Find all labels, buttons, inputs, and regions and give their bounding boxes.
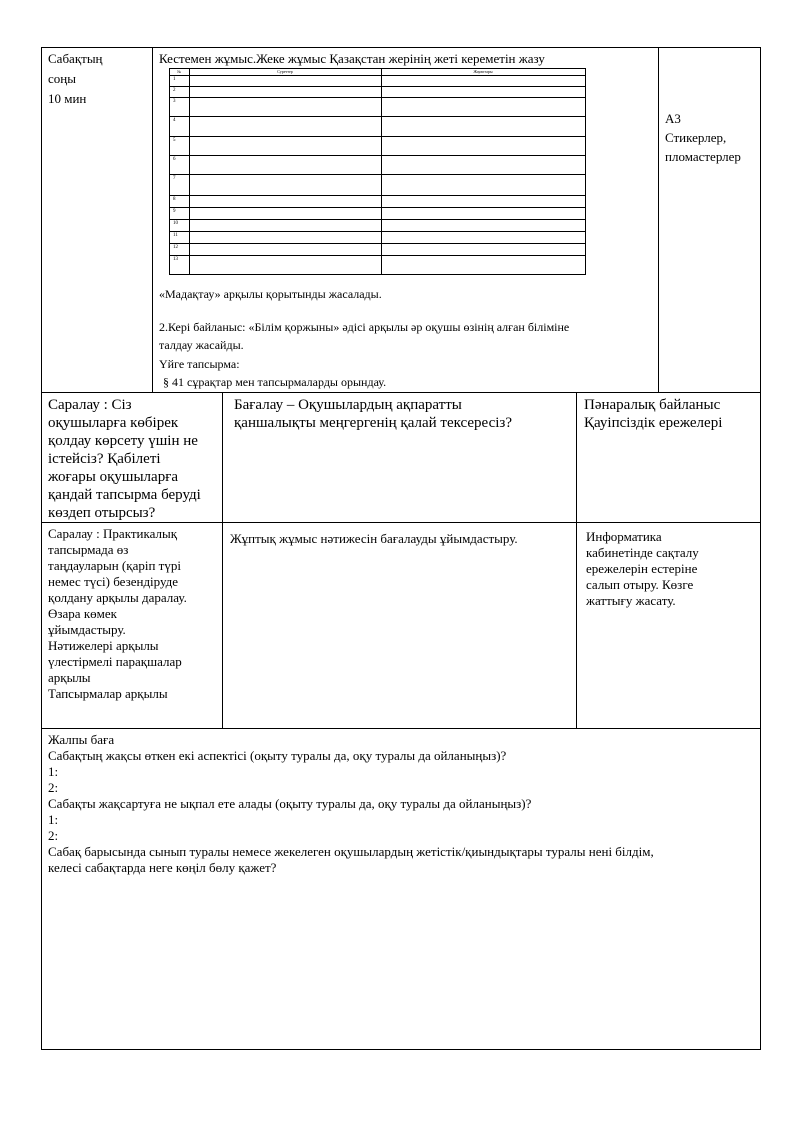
row-number: 13 <box>173 257 178 262</box>
table-row <box>169 97 585 98</box>
table-row <box>169 243 585 244</box>
mini-table-header-answers: Жауаптары <box>473 69 493 74</box>
row-number: 12 <box>173 245 178 250</box>
differentiation-header-line: Саралау : Сіз <box>48 397 132 413</box>
row-number: 10 <box>173 221 178 226</box>
row1-divider-b <box>658 47 659 392</box>
table-row <box>169 116 585 117</box>
reflection-answer-1-1: 1: <box>48 764 59 779</box>
differentiation-line: тапсырмада өз <box>48 542 129 557</box>
crosscurricular-header <box>584 396 758 432</box>
differentiation-content <box>48 526 220 702</box>
table-border-left <box>41 47 42 1049</box>
safety-line: ережелерін естеріне <box>586 561 698 576</box>
differentiation-line: таңдауларын (қаріп түрі <box>48 558 181 573</box>
crosscurricular-header-line: Қауіпсіздік ережелері <box>584 415 723 431</box>
task-title: Кестемен жұмыс.Жеке жұмыс Қазақстан жерінің жеті кереметін жазу <box>159 51 545 66</box>
reflection-section <box>48 732 758 876</box>
resources-cell <box>665 109 759 166</box>
table-border-bottom <box>41 1049 761 1050</box>
seven-wonders-table <box>169 68 585 275</box>
row-number: 11 <box>173 233 178 238</box>
table-row <box>169 86 585 87</box>
reflection-question-3-line-2: келесі сабақтарда неге көңіл бөлу қажет? <box>48 860 277 875</box>
stage-line-2: соңы <box>48 71 76 86</box>
assessment-header-line: қаншалықты меңгергенің қалай тексересіз? <box>234 415 512 431</box>
table-row <box>169 136 585 137</box>
table-divider-3 <box>41 728 761 729</box>
summary-text: «Мадақтау» арқылы қорытынды жасалады. <box>159 287 382 301</box>
differentiation-line: үлестірмелі парақшалар <box>48 654 182 669</box>
differentiation-header-line: қолдау көрсету үшін не <box>48 433 198 449</box>
differentiation-line: немес түсі) безендіруде <box>48 574 179 589</box>
table-row <box>169 155 585 156</box>
row-number: 9 <box>173 209 176 214</box>
row-number: 3 <box>173 99 176 104</box>
row-number: 2 <box>173 88 176 93</box>
table-row <box>169 219 585 220</box>
table-divider-1 <box>41 392 761 393</box>
differentiation-header-line: қандай тапсырма беруді <box>48 487 201 503</box>
differentiation-header <box>48 396 220 522</box>
homework-title: Үйге тапсырма: <box>159 357 240 371</box>
mini-table-bottom-line <box>169 274 585 275</box>
resource-markers: пломастерлер <box>665 149 741 164</box>
feedback-line-1: 2.Кері байланыс: «Білім қоржыны» әдісі арқылы әр оқушы өзінің алған біліміне <box>159 320 570 334</box>
row2-divider-b <box>576 392 577 728</box>
mini-table-header-images: Суреттер <box>277 69 293 74</box>
row-number: 6 <box>173 157 176 162</box>
row-number: 1 <box>173 77 176 82</box>
safety-line: жаттығу жасату. <box>586 593 676 608</box>
stage-cell <box>48 51 148 107</box>
mini-table-header-num: № <box>177 69 181 74</box>
reflection-answer-1-2: 2: <box>48 780 59 795</box>
differentiation-line: Өзара көмек <box>48 606 117 621</box>
differentiation-header-line: көздеп отырсыз? <box>48 505 156 521</box>
row-number: 5 <box>173 138 176 143</box>
crosscurricular-header-line: Пәнаралық байланыс <box>584 397 721 413</box>
safety-content <box>586 529 758 609</box>
differentiation-line: Нәтижелері арқылы <box>48 638 159 653</box>
reflection-answer-2-2: 2: <box>48 828 59 843</box>
mini-table-border-right <box>585 68 586 275</box>
differentiation-line: Саралау : Практикалық <box>48 526 178 541</box>
resource-a3: А3 <box>665 111 681 126</box>
reflection-answer-2-1: 1: <box>48 812 59 827</box>
table-row <box>169 195 585 196</box>
reflection-question-1: Сабақтың жақсы өткен екі аспектісі (оқыту туралы да, оқу туралы да ойланыңыз)? <box>48 748 507 763</box>
resource-stickers: Стикерлер, <box>665 130 727 145</box>
differentiation-line: қолдану арқылы даралау. <box>48 590 187 605</box>
assessment-header <box>234 396 574 432</box>
differentiation-header-line: оқушыларға көбірек <box>48 415 179 431</box>
safety-line: салып отыру. Көзге <box>586 577 694 592</box>
reflection-question-3-line-1: Сабақ барысында сынып туралы немесе жекелеген оқушылардың жетістік/қиындықтары туралы нені білдім, <box>48 844 654 859</box>
table-row <box>169 207 585 208</box>
differentiation-line: арқылы <box>48 670 91 685</box>
table-border-right <box>760 47 761 1049</box>
feedback-line-2: талдау жасайды. <box>159 338 244 352</box>
safety-line: кабинетінде сақталу <box>586 545 699 560</box>
row-number: 7 <box>173 176 176 181</box>
reflection-question-2: Сабақты жақсартуға не ықпал ете алады (оқыту туралы да, оқу туралы да ойланыңыз)? <box>48 796 532 811</box>
table-border-top <box>41 47 761 48</box>
differentiation-header-line: жоғары оқушыларға <box>48 469 178 485</box>
assessment-content: Жұптық жұмыс нәтижесін бағалауды ұйымдастыру. <box>230 531 518 546</box>
table-row <box>169 174 585 175</box>
reflection-title: Жалпы баға <box>48 732 115 747</box>
stage-line-1: Сабақтың <box>48 51 103 66</box>
differentiation-header-line: істейсіз? Қабілеті <box>48 451 161 467</box>
safety-line: Информатика <box>586 529 662 544</box>
differentiation-line: ұйымдастыру. <box>48 622 126 637</box>
table-row <box>169 255 585 256</box>
row-number: 8 <box>173 197 176 202</box>
row-number: 4 <box>173 118 176 123</box>
table-row <box>169 75 585 76</box>
table-row <box>169 231 585 232</box>
differentiation-line: Тапсырмалар арқылы <box>48 686 168 701</box>
assessment-header-line: Бағалау – Оқушылардың ақпаратты <box>234 397 462 413</box>
stage-line-3: 10 мин <box>48 91 87 106</box>
homework-text: § 41 сұрақтар мен тапсырмаларды орындау. <box>163 375 387 389</box>
row1-divider-a <box>152 47 153 392</box>
table-divider-2 <box>41 522 761 523</box>
row2-divider-a <box>222 392 223 728</box>
